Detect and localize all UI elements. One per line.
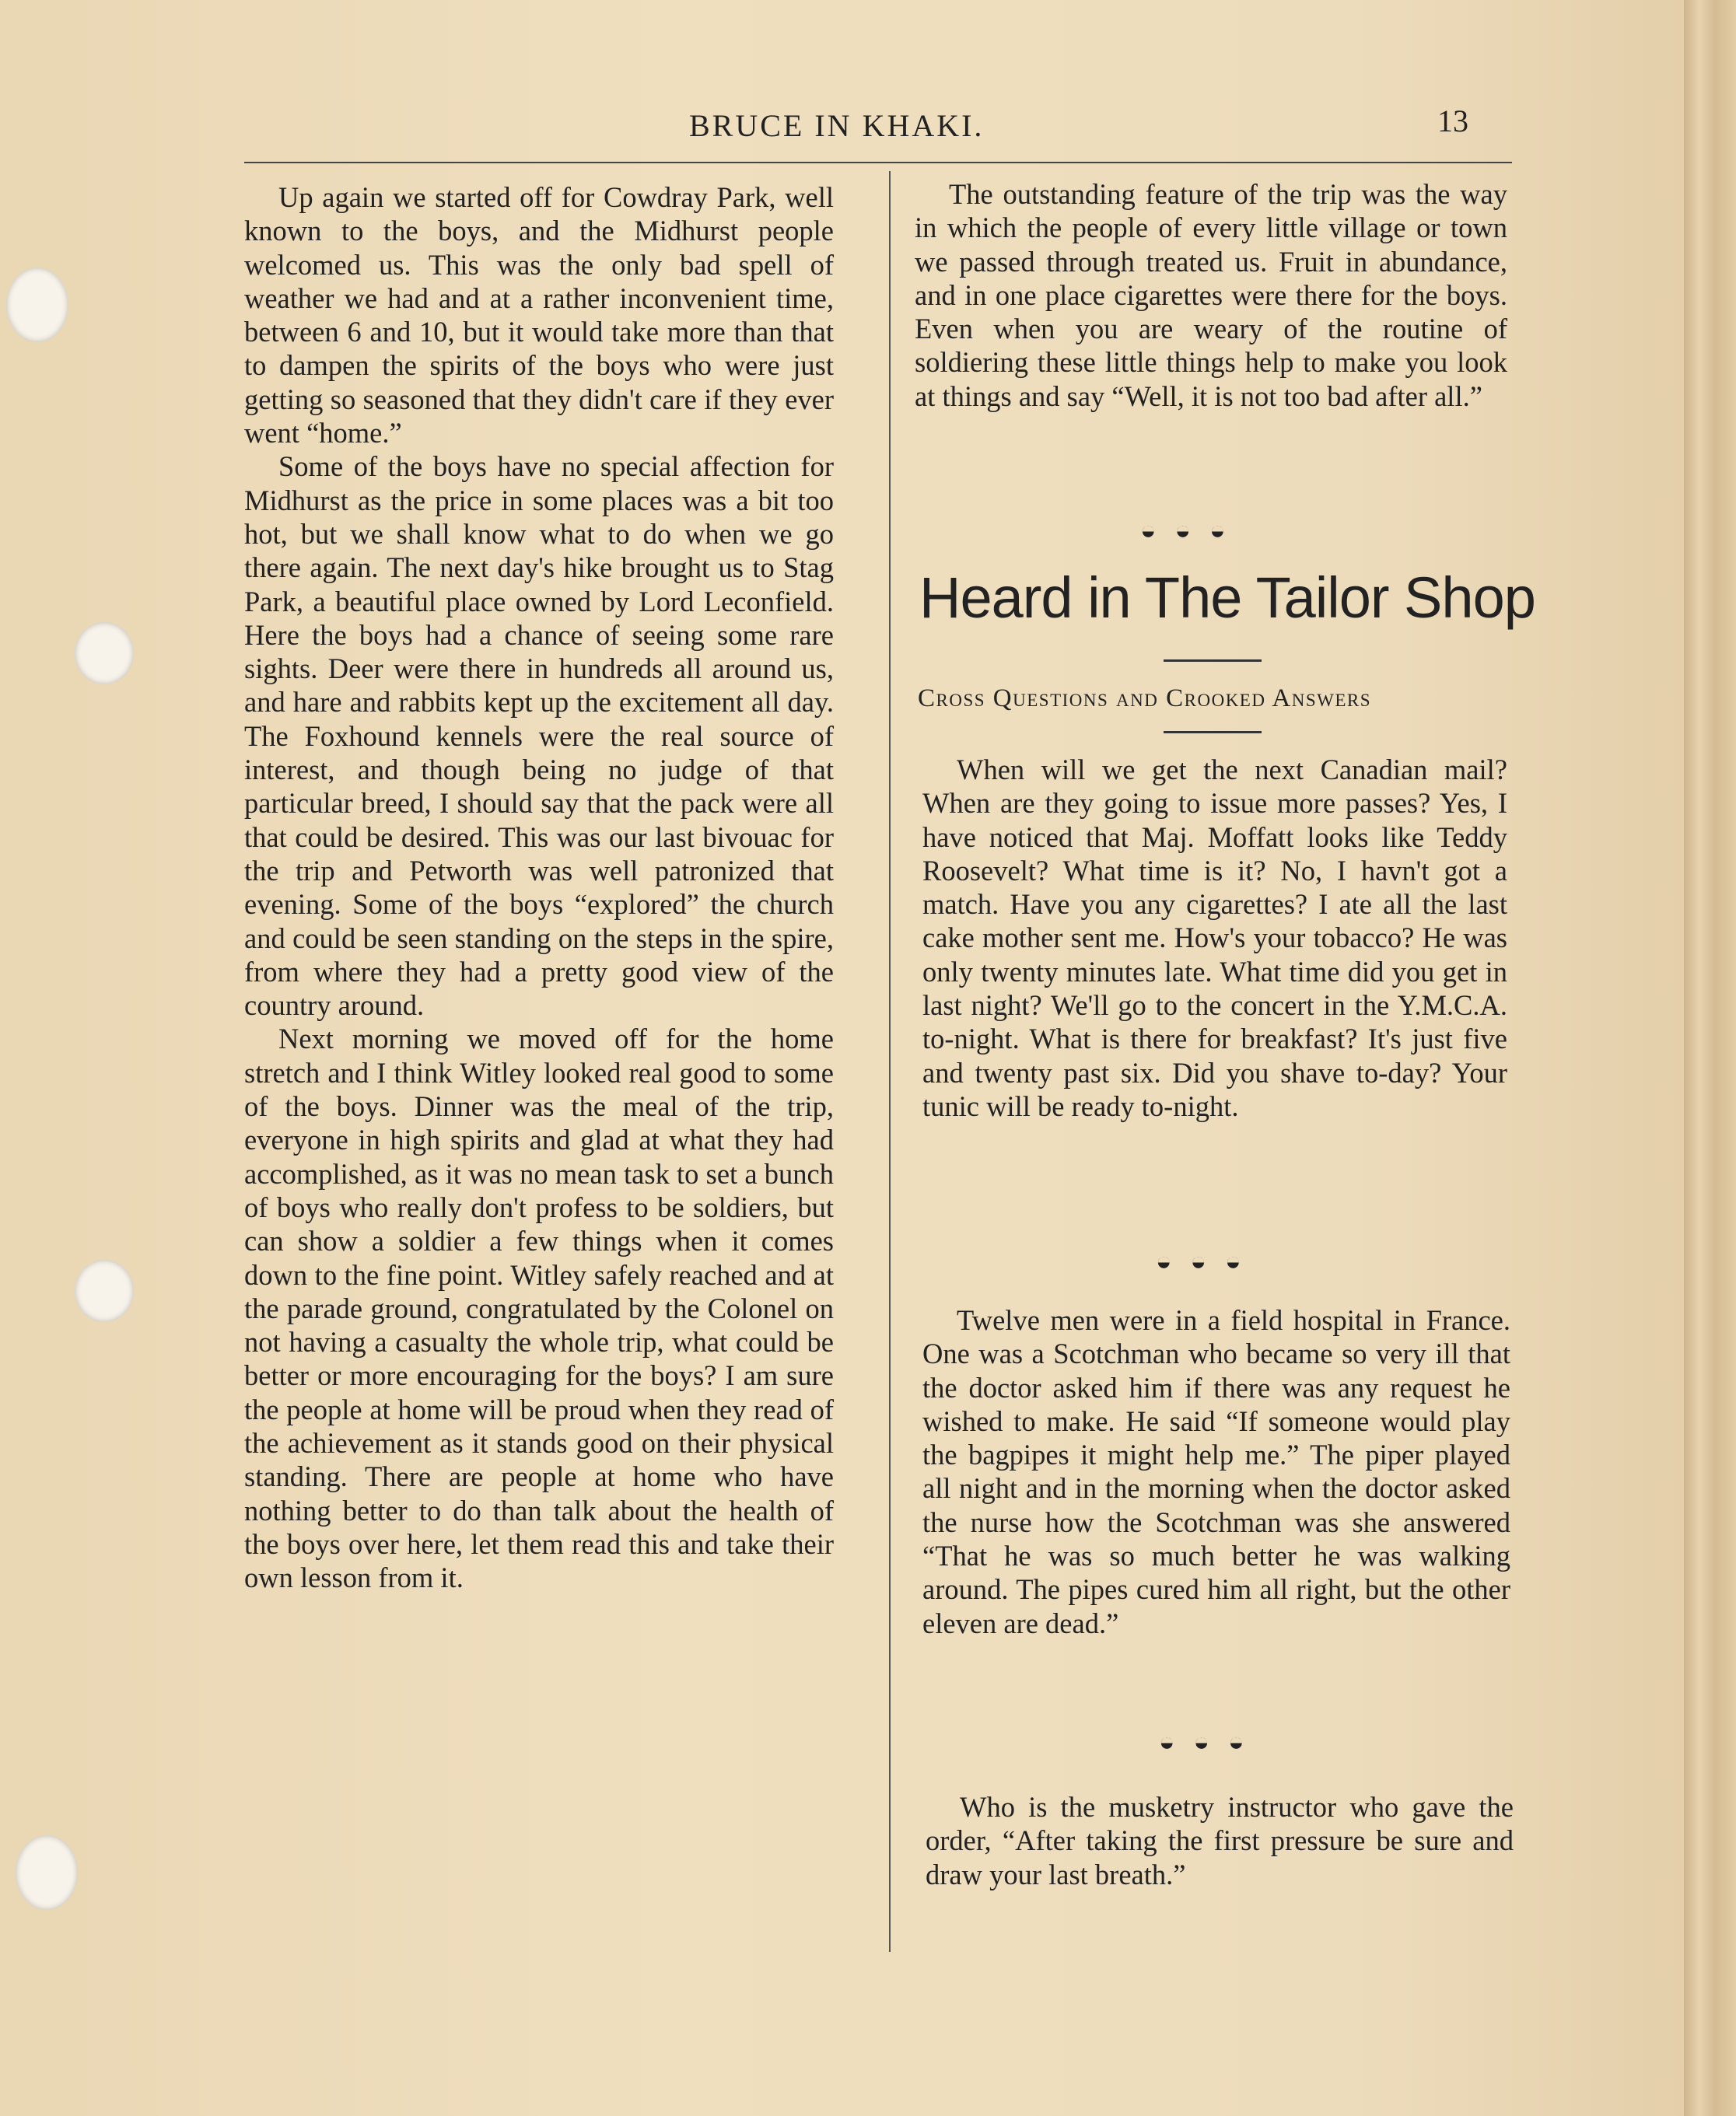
binder-hole — [75, 1260, 134, 1322]
left-column — [244, 180, 834, 1594]
paragraph: When will we get the next Canadian mail? When are they going to issue more passes? Yes, I have noticed that Maj. Moffatt looks like Teddy Roosevelt? What time is it? No, I havn't got a match. Have you any cigarettes? I ate all the last cake mother sent me. How's your tobacco? He was only twenty minutes late. What time did you get in last night? We'll go to the concert in the Y.M.C.A. to-night. What is there for breakfast? It's just five and twenty past six. Did you shave to-day? Your tunic will be ready to-night. — [922, 754, 1507, 1122]
paragraph: Twelve men were in a field hospital in France. One was a Scotchman who became so very ill that the doctor asked him if there was any request he wished to make. He said “If someone would play the bagpipes it might help me.” The piper played all night and in the morning when the doctor asked the nurse how the Scotchman was she answered “That he was so much better he was walking around. The pipes cured him all right, but the other eleven are dead.” — [922, 1304, 1510, 1639]
ornament: ◒◒◒ — [1156, 1247, 1260, 1276]
ornament: ◒◒◒ — [1140, 516, 1244, 545]
column-divider — [889, 171, 891, 1952]
section-heading: Heard in The Tailor Shop — [919, 565, 1535, 630]
questions-paragraph — [922, 753, 1507, 1123]
header-rule — [244, 162, 1512, 163]
right-column-intro — [915, 177, 1507, 413]
paragraph: Some of the boys have no special affection for Midhurst as the price in some places was a bit too hot, but we shall know what to do when we go there again. The next day's hike brought us to Stag Park, a beautiful place owned by Lord Leconfield. Here the boys had a chance of seeing some rare sights. Deer were there in hundreds all around us, and hare and rabbits kept up the excitement all day. The Foxhound kennels were the real source of interest, and though being no judge of that particular breed, I should say that the pack were all that could be desired. This was our last bivouac for the trip and Petworth was well patronized that evening. Some of the boys “explored” the church and could be seen standing on the steps in the spire, from where they had a pretty good view of the country around. — [244, 450, 834, 1022]
section-subheading: Cross Questions and Crooked Answers — [918, 684, 1372, 712]
paragraph: Who is the musketry instructor who gave the order, “After taking the first pressure be sure and draw your last breath.” — [926, 1791, 1514, 1890]
paragraph: Next morning we moved off for the home stretch and I think Witley looked real good to some of the boys. Dinner was the meal of the trip, everyone in high spirits and glad at what they had accomplished, as it was no mean task to set a bunch of boys who really don't profess to be soldiers, but can show a soldier a few things when it comes down to the fine point. Witley safely reached and at the parade ground, congratulated by the Colonel on not having a casualty the whole trip, what could be better or more encouraging for the boys? I am sure the people at home will be proud when they read of the achievement as it stands good on their physical standing. There are people at home who have nothing better to do than talk about the health of the boys over here, let them read this and take their own lesson from it. — [244, 1023, 834, 1594]
binder-hole — [16, 1835, 78, 1910]
joke-paragraph — [926, 1790, 1514, 1891]
heading-rule — [1164, 659, 1262, 662]
story-paragraph — [922, 1303, 1510, 1640]
binder-hole — [75, 622, 134, 684]
page-number: 13 — [1437, 103, 1468, 138]
running-header: BRUCE IN KHAKI. — [689, 108, 985, 143]
paragraph: The outstanding feature of the trip was the way in which the people of every little village or town we passed through treated us. Fruit in abundance, and in one place cigarettes were there for the boys. Even when you are weary of the routine of soldiering these little things help to make you look at things and say “Well, it is not too bad after all.” — [915, 178, 1507, 412]
page-edge — [1684, 0, 1736, 2116]
ornament: ◒◒◒ — [1159, 1728, 1263, 1757]
paragraph: Up again we started off for Cowdray Park, well known to the boys, and the Midhurst people welcomed us. This was the only bad spell of weather we had and at a rather inconvenient time, between 6 and 10, but it would take more than that to dampen the spirits of the boys who were just getting so seasoned that they didn't care if they ever went “home.” — [244, 181, 834, 449]
binder-hole — [6, 268, 68, 342]
subheading-rule — [1164, 731, 1262, 733]
